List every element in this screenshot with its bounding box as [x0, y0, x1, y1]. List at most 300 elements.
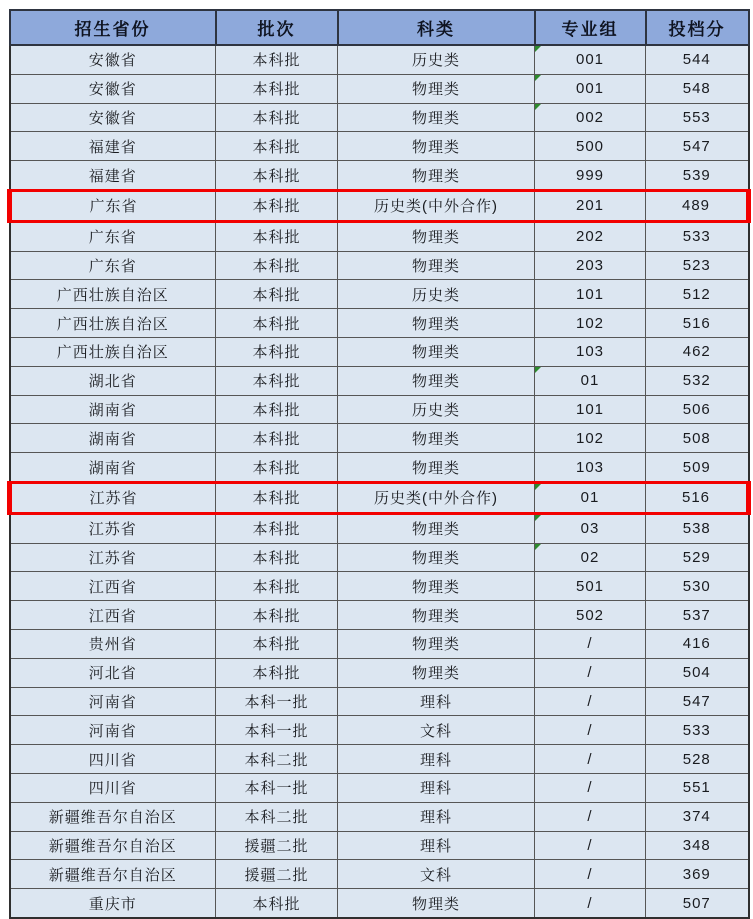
cell-group[interactable] [535, 337, 646, 366]
cell-category[interactable] [338, 745, 535, 774]
cell-province[interactable] [10, 103, 216, 132]
stored-as-text-triangle-icon [535, 544, 541, 550]
cell-score[interactable] [646, 366, 749, 395]
cell-text: 物理类 [411, 549, 460, 567]
cell-score[interactable] [646, 716, 749, 745]
cell-province[interactable] [10, 716, 216, 745]
cell-score[interactable] [646, 658, 749, 687]
cell-text: 999 [575, 166, 605, 184]
cell-batch[interactable] [216, 543, 338, 572]
cell-text: 本科批 [252, 52, 301, 70]
cell-group[interactable] [535, 45, 646, 74]
table-row [10, 45, 749, 74]
cell-text: 500 [575, 137, 605, 155]
table-row [10, 424, 749, 453]
cell-category[interactable] [338, 309, 535, 338]
cell-score[interactable] [646, 190, 749, 221]
cell-text: 广东省 [88, 257, 137, 275]
cell-batch[interactable] [216, 860, 338, 889]
cell-text: 物理类 [411, 315, 460, 333]
cell-group[interactable] [535, 831, 646, 860]
table-row [10, 161, 749, 191]
cell-score[interactable] [646, 543, 749, 572]
cell-group[interactable] [535, 309, 646, 338]
cell-text: 001 [575, 51, 605, 69]
cell-province[interactable] [10, 543, 216, 572]
cell-text: 历史类 [411, 286, 460, 304]
cell-text: 本科批 [252, 665, 301, 683]
cell-text: 547 [682, 692, 711, 710]
cell-text: 广西壮族自治区 [56, 286, 169, 304]
cell-score[interactable] [646, 629, 749, 658]
cell-text: 四川省 [88, 751, 137, 769]
cell-category[interactable] [338, 601, 535, 630]
table-header-row [10, 10, 749, 45]
cell-text: 101 [575, 400, 605, 418]
cell-text: 530 [682, 577, 711, 595]
cell-text: 548 [682, 80, 711, 98]
cell-category[interactable] [338, 543, 535, 572]
cell-category[interactable] [338, 103, 535, 132]
cell-text: 508 [682, 429, 711, 447]
cell-score[interactable] [646, 687, 749, 716]
cell-text: 本科批 [252, 198, 301, 216]
cell-province[interactable] [10, 831, 216, 860]
cell-text: 516 [681, 489, 711, 507]
table-row [10, 745, 749, 774]
cell-score[interactable] [646, 482, 749, 513]
cell-batch[interactable] [216, 513, 338, 543]
cell-text: 理科 [419, 809, 452, 827]
table-row [10, 773, 749, 802]
cell-batch[interactable] [216, 132, 338, 161]
cell-text: 本科一批 [244, 693, 309, 711]
cell-text: 528 [682, 750, 711, 768]
cell-group[interactable] [535, 601, 646, 630]
cell-text: 本科一批 [244, 780, 309, 798]
cell-score[interactable] [646, 251, 749, 280]
table-row [10, 543, 749, 572]
cell-score[interactable] [646, 74, 749, 103]
cell-score[interactable] [646, 395, 749, 424]
cell-score[interactable] [646, 601, 749, 630]
cell-score[interactable] [646, 337, 749, 366]
cell-text: 新疆维吾尔自治区 [48, 866, 177, 884]
cell-batch[interactable] [216, 395, 338, 424]
cell-text: 四川省 [88, 780, 137, 798]
cell-province[interactable] [10, 629, 216, 658]
cell-province[interactable] [10, 366, 216, 395]
cell-province[interactable] [10, 251, 216, 280]
cell-category[interactable] [338, 482, 535, 513]
cell-province[interactable] [10, 161, 216, 191]
table-row [10, 453, 749, 483]
cell-batch[interactable] [216, 366, 338, 395]
cell-batch[interactable] [216, 773, 338, 802]
cell-province[interactable] [10, 395, 216, 424]
cell-province[interactable] [10, 860, 216, 889]
stored-as-text-triangle-icon [535, 46, 541, 52]
cell-province[interactable] [10, 309, 216, 338]
table-row [10, 513, 749, 543]
cell-text: 物理类 [411, 895, 460, 913]
cell-text: 新疆维吾尔自治区 [48, 837, 177, 855]
cell-province[interactable] [10, 572, 216, 601]
cell-text: 福建省 [88, 167, 137, 185]
cell-text: 本科批 [252, 521, 301, 539]
cell-text: 江苏省 [88, 549, 137, 567]
cell-category[interactable] [338, 132, 535, 161]
cell-text: 安徽省 [88, 109, 137, 127]
cell-text: 湖南省 [88, 401, 137, 419]
cell-text: / [587, 721, 593, 739]
cell-batch[interactable] [216, 482, 338, 513]
cell-text: 本科批 [252, 895, 301, 913]
cell-text: 103 [575, 343, 605, 361]
cell-text: 物理类 [411, 344, 460, 362]
cell-text: 广东省 [88, 229, 137, 247]
cell-text: 本科批 [252, 490, 301, 508]
cell-score[interactable] [646, 132, 749, 161]
cell-score[interactable] [646, 45, 749, 74]
cell-province[interactable] [10, 687, 216, 716]
cell-text: 504 [682, 664, 711, 682]
cell-batch[interactable] [216, 251, 338, 280]
cell-text: 湖北省 [88, 373, 137, 391]
cell-province[interactable] [10, 190, 216, 221]
cell-text: 理科 [419, 751, 452, 769]
cell-score[interactable] [646, 831, 749, 860]
cell-text: 贵州省 [88, 636, 137, 654]
cell-text: 506 [682, 400, 711, 418]
cell-batch[interactable] [216, 190, 338, 221]
cell-score[interactable] [646, 453, 749, 483]
cell-batch[interactable] [216, 601, 338, 630]
cell-province[interactable] [10, 745, 216, 774]
cell-batch[interactable] [216, 45, 338, 74]
column-header-batch[interactable]: 批次 [216, 10, 338, 45]
cell-text: 本科二批 [244, 751, 309, 769]
cell-text: 本科一批 [244, 722, 309, 740]
cell-text: 本科批 [252, 578, 301, 596]
cell-category[interactable] [338, 161, 535, 191]
cell-text: / [587, 836, 593, 854]
cell-batch[interactable] [216, 453, 338, 483]
cell-text: 203 [575, 256, 605, 274]
cell-batch[interactable] [216, 802, 338, 831]
cell-text: / [587, 808, 593, 826]
cell-score[interactable] [646, 889, 749, 918]
cell-group[interactable] [535, 280, 646, 309]
cell-score[interactable] [646, 802, 749, 831]
cell-batch[interactable] [216, 658, 338, 687]
cell-group[interactable] [535, 802, 646, 831]
cell-text: 202 [575, 228, 605, 246]
cell-text: 理科 [419, 693, 452, 711]
table-row [10, 132, 749, 161]
cell-score[interactable] [646, 424, 749, 453]
cell-group[interactable] [535, 543, 646, 572]
cell-batch[interactable] [216, 103, 338, 132]
cell-text: 江苏省 [88, 521, 137, 539]
cell-batch[interactable] [216, 889, 338, 918]
cell-province[interactable] [10, 74, 216, 103]
cell-text: 102 [575, 429, 605, 447]
cell-score[interactable] [646, 773, 749, 802]
table-row [10, 103, 749, 132]
cell-text: 本科批 [252, 167, 301, 185]
cell-text: / [587, 750, 593, 768]
column-header-category[interactable]: 科类 [338, 10, 535, 45]
cell-batch[interactable] [216, 337, 338, 366]
cell-text: 本科批 [252, 636, 301, 654]
cell-category[interactable] [338, 860, 535, 889]
cell-category[interactable] [338, 190, 535, 221]
cell-text: 529 [682, 548, 711, 566]
cell-province[interactable] [10, 802, 216, 831]
cell-group[interactable] [535, 572, 646, 601]
cell-category[interactable] [338, 366, 535, 395]
column-header-province[interactable]: 招生省份 [10, 10, 216, 45]
cell-category[interactable] [338, 45, 535, 74]
cell-score[interactable] [646, 513, 749, 543]
cell-group[interactable] [535, 74, 646, 103]
cell-category[interactable] [338, 658, 535, 687]
cell-score[interactable] [646, 860, 749, 889]
cell-category[interactable] [338, 831, 535, 860]
cell-batch[interactable] [216, 424, 338, 453]
cell-text: 103 [575, 458, 605, 476]
table-row [10, 337, 749, 366]
cell-score[interactable] [646, 221, 749, 251]
cell-text: 物理类 [411, 665, 460, 683]
cell-text: 03 [580, 520, 600, 538]
cell-text: 551 [682, 779, 711, 797]
cell-text: 文科 [419, 722, 452, 740]
cell-province[interactable] [10, 658, 216, 687]
cell-text: 201 [575, 197, 605, 215]
cell-province[interactable] [10, 132, 216, 161]
cell-province[interactable] [10, 889, 216, 918]
cell-category[interactable] [338, 802, 535, 831]
table-row [10, 221, 749, 251]
table-row [10, 601, 749, 630]
cell-group[interactable] [535, 424, 646, 453]
cell-category[interactable] [338, 280, 535, 309]
cell-text: 489 [681, 197, 711, 215]
stored-as-text-triangle-icon [535, 367, 541, 373]
cell-group[interactable] [535, 482, 646, 513]
stored-as-text-triangle-icon [535, 515, 541, 521]
cell-text: 文科 [419, 866, 452, 884]
cell-category[interactable] [338, 74, 535, 103]
cell-text: 物理类 [411, 607, 460, 625]
cell-text: 历史类(中外合作) [374, 490, 498, 508]
cell-text: 539 [682, 166, 711, 184]
cell-text: / [587, 635, 593, 653]
admission-score-table-container [7, 9, 751, 919]
cell-score[interactable] [646, 745, 749, 774]
column-header-group[interactable]: 专业组 [535, 10, 646, 45]
cell-batch[interactable] [216, 716, 338, 745]
cell-group[interactable] [535, 161, 646, 191]
cell-text: 本科批 [252, 549, 301, 567]
cell-score[interactable] [646, 572, 749, 601]
cell-text: 01 [580, 372, 600, 390]
cell-text: 本科批 [252, 607, 301, 625]
cell-category[interactable] [338, 251, 535, 280]
cell-group[interactable] [535, 395, 646, 424]
table-row [10, 716, 749, 745]
cell-text: 544 [682, 51, 711, 69]
cell-category[interactable] [338, 889, 535, 918]
cell-text: 物理类 [411, 257, 460, 275]
cell-batch[interactable] [216, 687, 338, 716]
cell-score[interactable] [646, 161, 749, 191]
cell-category[interactable] [338, 395, 535, 424]
cell-batch[interactable] [216, 161, 338, 191]
cell-group[interactable] [535, 629, 646, 658]
cell-text: 物理类 [411, 138, 460, 156]
table-row [10, 802, 749, 831]
cell-province[interactable] [10, 424, 216, 453]
cell-text: 理科 [419, 780, 452, 798]
cell-group[interactable] [535, 103, 646, 132]
cell-text: 理科 [419, 837, 452, 855]
cell-group[interactable] [535, 889, 646, 918]
cell-text: 本科批 [252, 81, 301, 99]
table-row [10, 860, 749, 889]
cell-batch[interactable] [216, 629, 338, 658]
cell-province[interactable] [10, 280, 216, 309]
cell-text: 物理类 [411, 578, 460, 596]
cell-text: 援疆二批 [244, 837, 309, 855]
cell-batch[interactable] [216, 221, 338, 251]
cell-province[interactable] [10, 337, 216, 366]
cell-batch[interactable] [216, 74, 338, 103]
cell-text: 物理类 [411, 636, 460, 654]
cell-score[interactable] [646, 309, 749, 338]
cell-text: 物理类 [411, 109, 460, 127]
cell-text: 物理类 [411, 430, 460, 448]
cell-batch[interactable] [216, 745, 338, 774]
table-row [10, 831, 749, 860]
cell-text: 553 [682, 108, 711, 126]
cell-text: 江苏省 [89, 490, 138, 508]
cell-text: 102 [575, 314, 605, 332]
cell-text: 374 [682, 808, 711, 826]
cell-category[interactable] [338, 453, 535, 483]
cell-text: 537 [682, 606, 711, 624]
column-header-score[interactable]: 投档分 [646, 10, 749, 45]
cell-category[interactable] [338, 687, 535, 716]
cell-category[interactable] [338, 629, 535, 658]
cell-text: 507 [682, 894, 711, 912]
cell-category[interactable] [338, 773, 535, 802]
cell-text: 广东省 [89, 198, 138, 216]
cell-text: 本科批 [252, 344, 301, 362]
cell-text: 广西壮族自治区 [56, 315, 169, 333]
cell-text: 本科批 [252, 430, 301, 448]
cell-province[interactable] [10, 773, 216, 802]
cell-text: 501 [575, 577, 605, 595]
cell-text: / [587, 865, 593, 883]
cell-text: 523 [682, 256, 711, 274]
cell-province[interactable] [10, 482, 216, 513]
cell-category[interactable] [338, 513, 535, 543]
cell-category[interactable] [338, 424, 535, 453]
cell-province[interactable] [10, 221, 216, 251]
cell-text: 本科批 [252, 401, 301, 419]
cell-group[interactable] [535, 453, 646, 483]
cell-category[interactable] [338, 337, 535, 366]
admission-score-table [7, 9, 751, 919]
cell-score[interactable] [646, 103, 749, 132]
cell-group[interactable] [535, 687, 646, 716]
cell-text: 物理类 [411, 229, 460, 247]
cell-text: 516 [682, 314, 711, 332]
table-row [10, 280, 749, 309]
cell-score[interactable] [646, 280, 749, 309]
cell-group[interactable] [535, 860, 646, 889]
cell-text: 河北省 [88, 665, 137, 683]
cell-group[interactable] [535, 773, 646, 802]
cell-group[interactable] [535, 251, 646, 280]
cell-text: 416 [682, 635, 711, 653]
cell-text: 援疆二批 [244, 866, 309, 884]
cell-category[interactable] [338, 572, 535, 601]
cell-text: 物理类 [411, 373, 460, 391]
cell-group[interactable] [535, 513, 646, 543]
table-row [10, 658, 749, 687]
cell-category[interactable] [338, 716, 535, 745]
cell-group[interactable] [535, 716, 646, 745]
cell-batch[interactable] [216, 572, 338, 601]
cell-batch[interactable] [216, 309, 338, 338]
cell-text: 462 [682, 343, 711, 361]
cell-text: 532 [682, 372, 711, 390]
table-row-highlighted [10, 482, 749, 513]
table-row [10, 629, 749, 658]
cell-batch[interactable] [216, 280, 338, 309]
cell-text: 历史类 [411, 401, 460, 419]
cell-text: 本科二批 [244, 809, 309, 827]
cell-province[interactable] [10, 45, 216, 74]
cell-batch[interactable] [216, 831, 338, 860]
cell-text: 新疆维吾尔自治区 [48, 809, 177, 827]
cell-group[interactable] [535, 132, 646, 161]
cell-text: 物理类 [411, 167, 460, 185]
table-row [10, 395, 749, 424]
cell-province[interactable] [10, 453, 216, 483]
cell-province[interactable] [10, 513, 216, 543]
cell-group[interactable] [535, 658, 646, 687]
cell-category[interactable] [338, 221, 535, 251]
cell-text: 江西省 [88, 578, 137, 596]
cell-group[interactable] [535, 745, 646, 774]
cell-group[interactable] [535, 221, 646, 251]
cell-text: 本科批 [252, 138, 301, 156]
cell-text: 本科批 [252, 257, 301, 275]
table-row [10, 366, 749, 395]
cell-group[interactable] [535, 190, 646, 221]
cell-text: 本科批 [252, 109, 301, 127]
cell-text: 重庆市 [88, 895, 137, 913]
cell-text: / [587, 779, 593, 797]
cell-group[interactable] [535, 366, 646, 395]
cell-province[interactable] [10, 601, 216, 630]
cell-text: 509 [682, 458, 711, 476]
